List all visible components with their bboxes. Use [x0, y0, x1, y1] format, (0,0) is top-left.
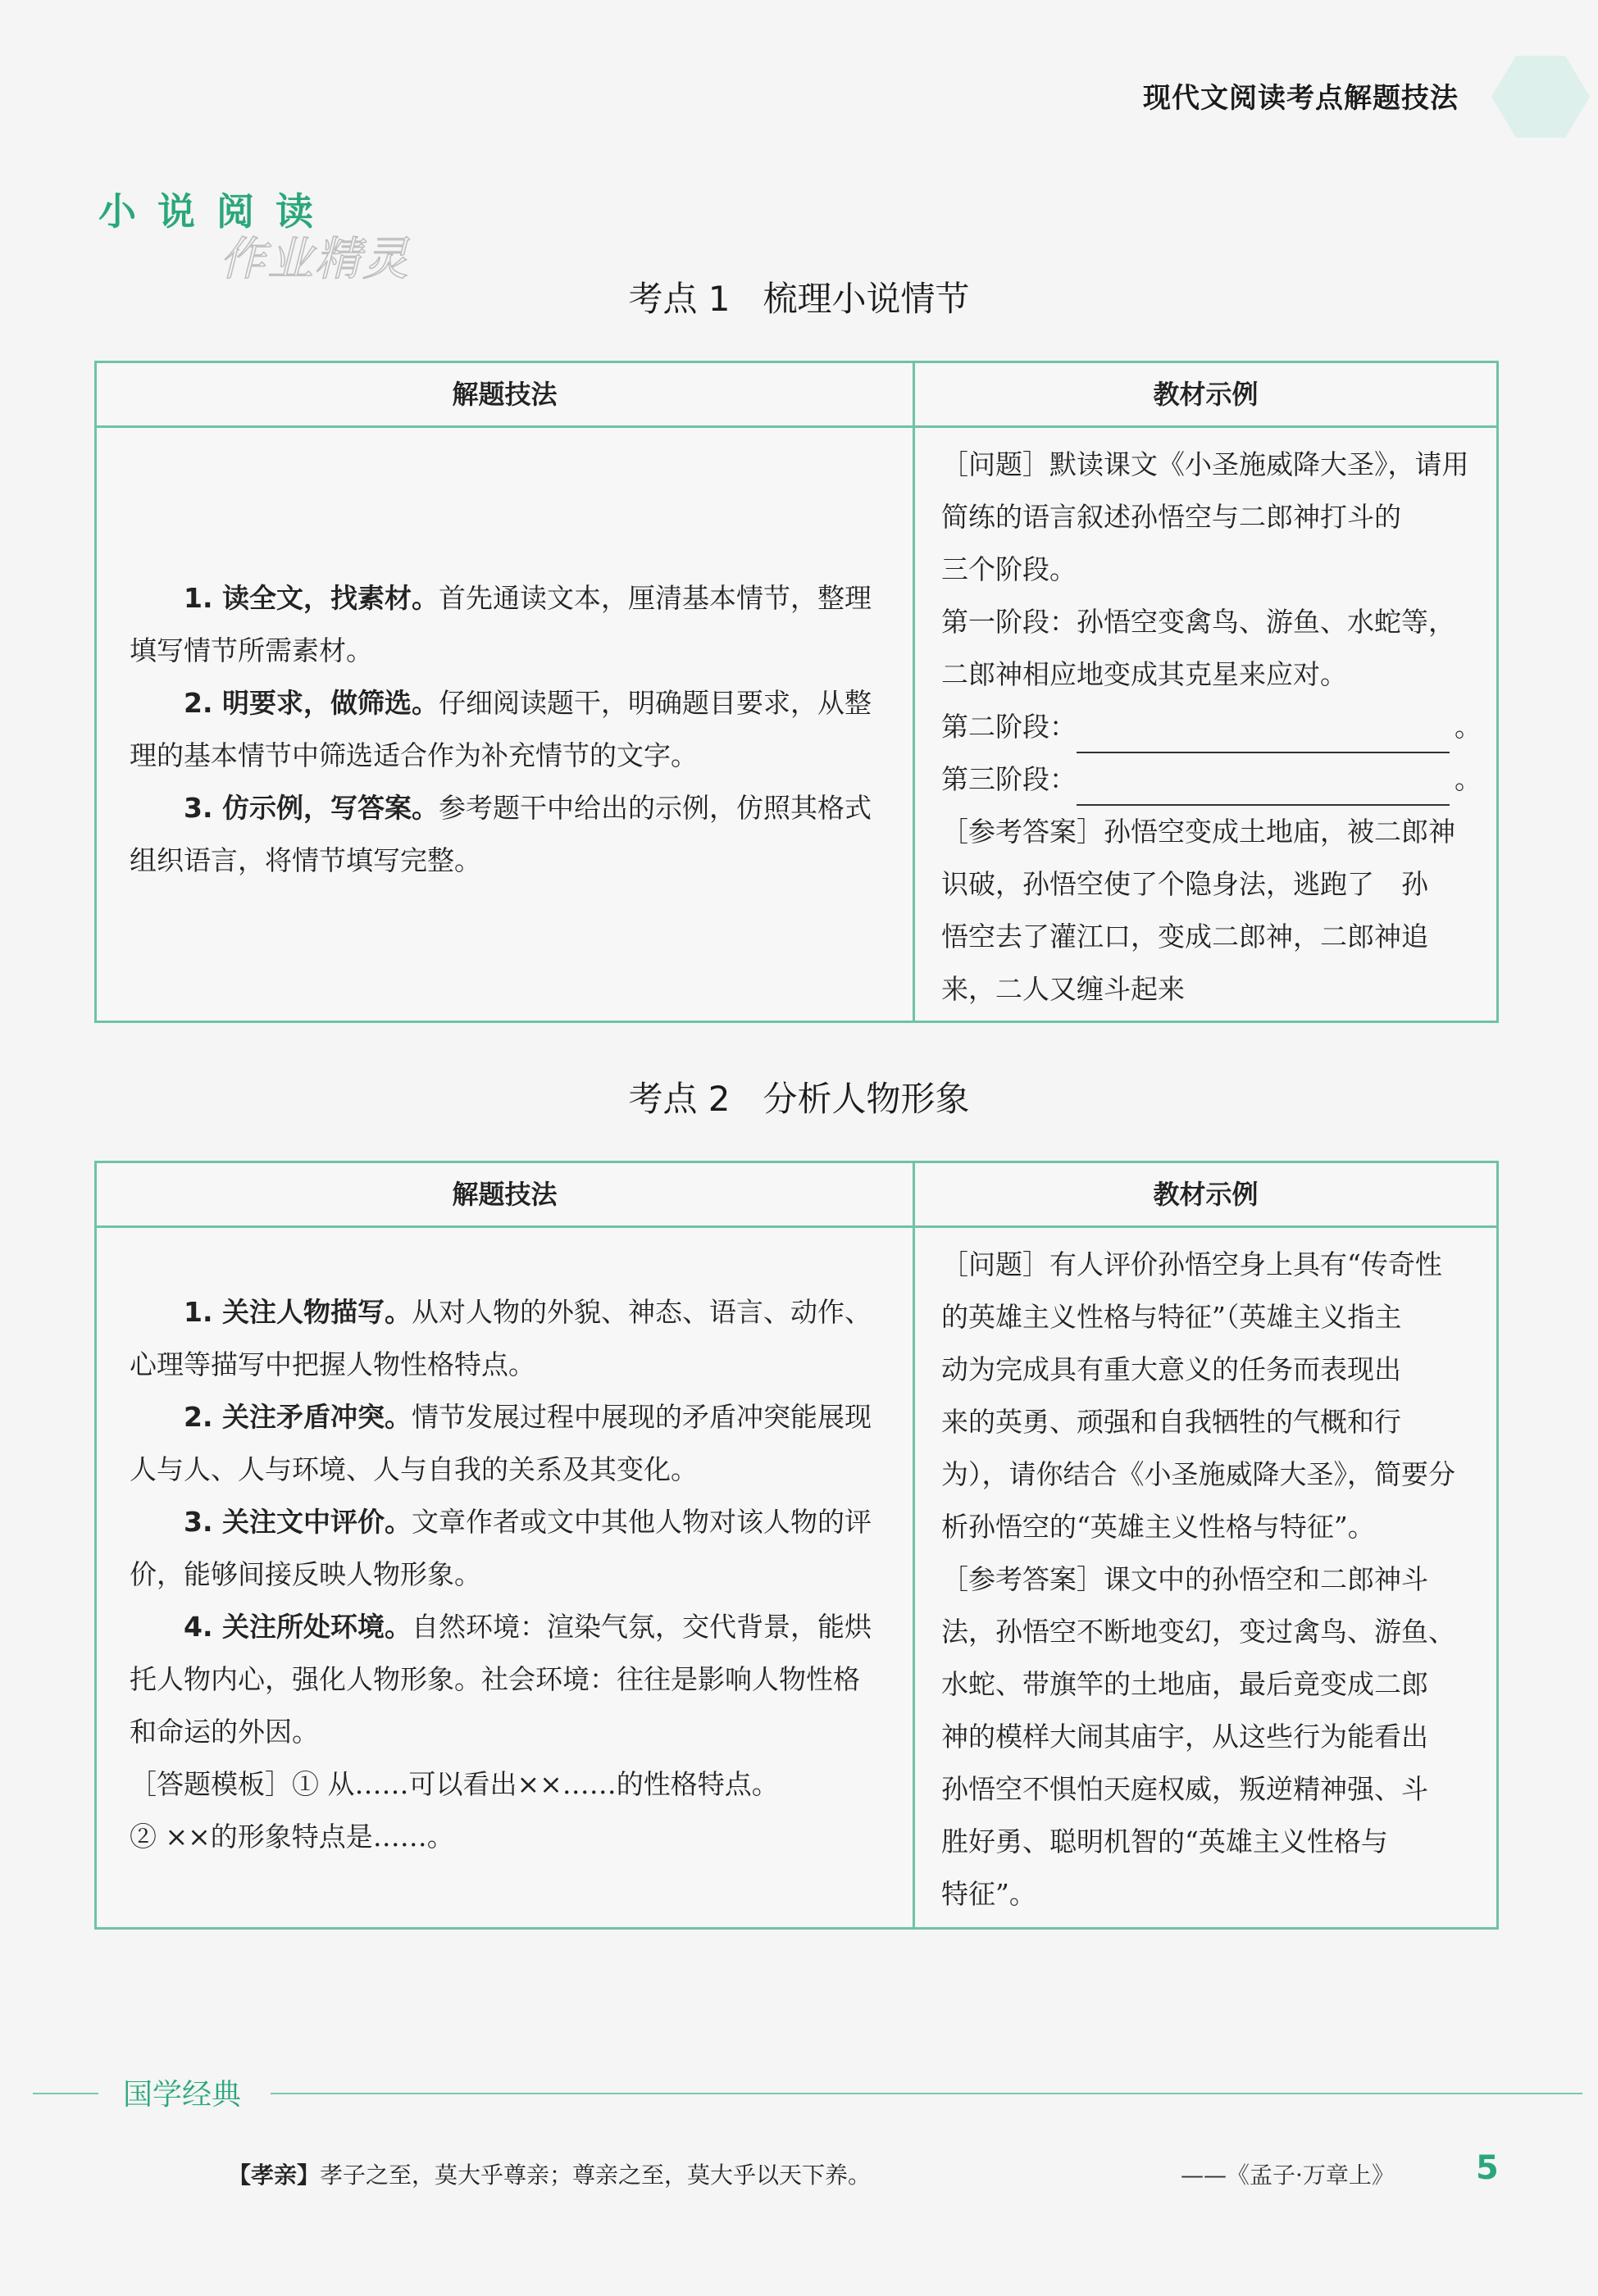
answer-blank [1077, 719, 1450, 753]
stage2-line: 第二阶段： 。 [941, 701, 1482, 753]
kaodian1-title [0, 272, 1598, 321]
answer-line: ［参考答案］孙悟空变成土地庙，被二郎神 [941, 816, 1455, 848]
example-line: 析孙悟空的“英雄主义性格与特征”。 [941, 1511, 1375, 1543]
example-line: ［参考答案］课文中的孙悟空和二郎神斗 [941, 1563, 1428, 1595]
kaodian1-number: 考点 1 [628, 279, 731, 319]
stage3-line: 第三阶段： 。 [941, 753, 1482, 806]
methods-cell [130, 1286, 884, 1863]
example-line: 来的英勇、顽强和自我牺牲的气概和行 [941, 1406, 1401, 1438]
kaodian2-name: 分析人物形象 [763, 1079, 970, 1119]
column-divider [913, 363, 915, 1021]
example-line: 简练的语言叙述孙悟空与二郎神打斗的 [941, 501, 1401, 533]
kaodian1-name: 梳理小说情节 [763, 279, 970, 319]
answer-blank [1077, 771, 1450, 806]
header-methods: 解题技法 [452, 379, 558, 410]
method-item: 1. 读全文，找素材。首先通读文本，厘清基本情节，整理填写情节所需素材。 [130, 582, 872, 666]
methods-cell [130, 572, 884, 887]
footer-quote [228, 2157, 871, 2190]
example-line: 神的模样大闹其庙宇，从这些行为能看出 [941, 1721, 1428, 1753]
example-line: 水蛇、带旗竿的土地庙，最后竟变成二郎 [941, 1668, 1428, 1700]
example-line: 胜好勇、聪明机智的“英雄主义性格与 [941, 1825, 1388, 1857]
table-header [97, 1163, 1496, 1228]
quote-source: ——《孟子·万章上》 [1181, 2162, 1395, 2189]
method-item: 3. 关注文中评价。文章作者或文中其他人物对该人物的评价，能够间接反映人物形象。 [130, 1506, 872, 1590]
hexagon-decoration-icon [1491, 56, 1590, 138]
template-line: ［答题模板］① 从……可以看出××……的性格特点。 [130, 1768, 779, 1800]
quote-tag: 【孝亲】 [228, 2162, 321, 2189]
example-line: ［问题］默读课文《小圣施威降大圣》，请用 [941, 448, 1469, 480]
watermark: 作业精灵 [220, 233, 410, 286]
method-item: 3. 仿示例，写答案。参考题干中给出的示例，仿照其格式组织语言，将情节填写完整。 [130, 792, 872, 876]
header-examples: 教材示例 [1153, 379, 1259, 410]
method-item: 1. 关注人物描写。从对人物的外貌、神态、语言、动作、心理等描写中把握人物性格特点。 [130, 1296, 872, 1380]
table-header [97, 363, 1496, 428]
kaodian1-table [94, 361, 1499, 1023]
method-item: 2. 关注矛盾冲突。情节发展过程中展现的矛盾冲突能展现人与人、人与环境、人与自我的关系及其变化。 [130, 1401, 872, 1485]
example-line: 特征”。 [941, 1878, 1036, 1910]
example-line: 为），请你结合《小圣施威降大圣》，简要分 [941, 1458, 1455, 1490]
example-line: 的英雄主义性格与特征”（英雄主义指主 [941, 1301, 1402, 1333]
method-item: 4. 关注所处环境。自然环境：渲染气氛，交代背景，能烘托人物内心，强化人物形象。社会环境：往往是影响人物性格和命运的外因。 [130, 1611, 872, 1748]
example-line: 第一阶段：孙悟空变禽鸟、游鱼、水蛇等， [941, 606, 1455, 638]
method-item: 2. 明要求，做筛选。仔细阅读题干，明确题目要求，从整理的基本情节中筛选适合作为补充情节的文字。 [130, 687, 872, 771]
example-line: 三个阶段。 [941, 553, 1077, 585]
answer-line: 悟空去了灌江口，变成二郎神，二郎神追 [941, 921, 1428, 952]
example-line: 孙悟空不惧怕天庭权威，叛逆精神强、斗 [941, 1773, 1428, 1805]
example-line: 法，孙悟空不断地变幻，变过禽鸟、游鱼、 [941, 1616, 1455, 1648]
running-header: 现代文阅读考点解题技法 [1143, 82, 1459, 115]
kaodian2-title [0, 1072, 1598, 1121]
answer-line: 来，二人又缠斗起来 [941, 973, 1185, 1005]
example-line: ［问题］有人评价孙悟空身上具有“传奇性 [941, 1248, 1442, 1280]
example-cell [941, 439, 1482, 1016]
example-line: 二郎神相应地变成其克星来应对。 [941, 658, 1347, 690]
page-number: 5 [1476, 2149, 1499, 2187]
kaodian2-table [94, 1161, 1499, 1930]
column-divider [913, 1163, 915, 1927]
kaodian2-number: 考点 2 [628, 1079, 731, 1119]
header-methods: 解题技法 [452, 1179, 558, 1210]
footer-rule [271, 2093, 1582, 2094]
section-title: 小说阅读 [98, 189, 335, 234]
footer-label: 国学经典 [123, 2078, 242, 2112]
footer-rule [33, 2093, 98, 2094]
template-line: ② ××的形象特点是……。 [130, 1821, 454, 1853]
quote-text: 孝子之至，莫大乎尊亲；尊亲之至，莫大乎以天下养。 [320, 2162, 872, 2189]
example-cell [941, 1239, 1482, 1921]
header-examples: 教材示例 [1153, 1179, 1259, 1210]
answer-line: 识破，孙悟空使了个隐身法，逃跑了 孙 [941, 868, 1428, 900]
example-line: 动为完成具有重大意义的任务而表现出 [941, 1353, 1401, 1385]
